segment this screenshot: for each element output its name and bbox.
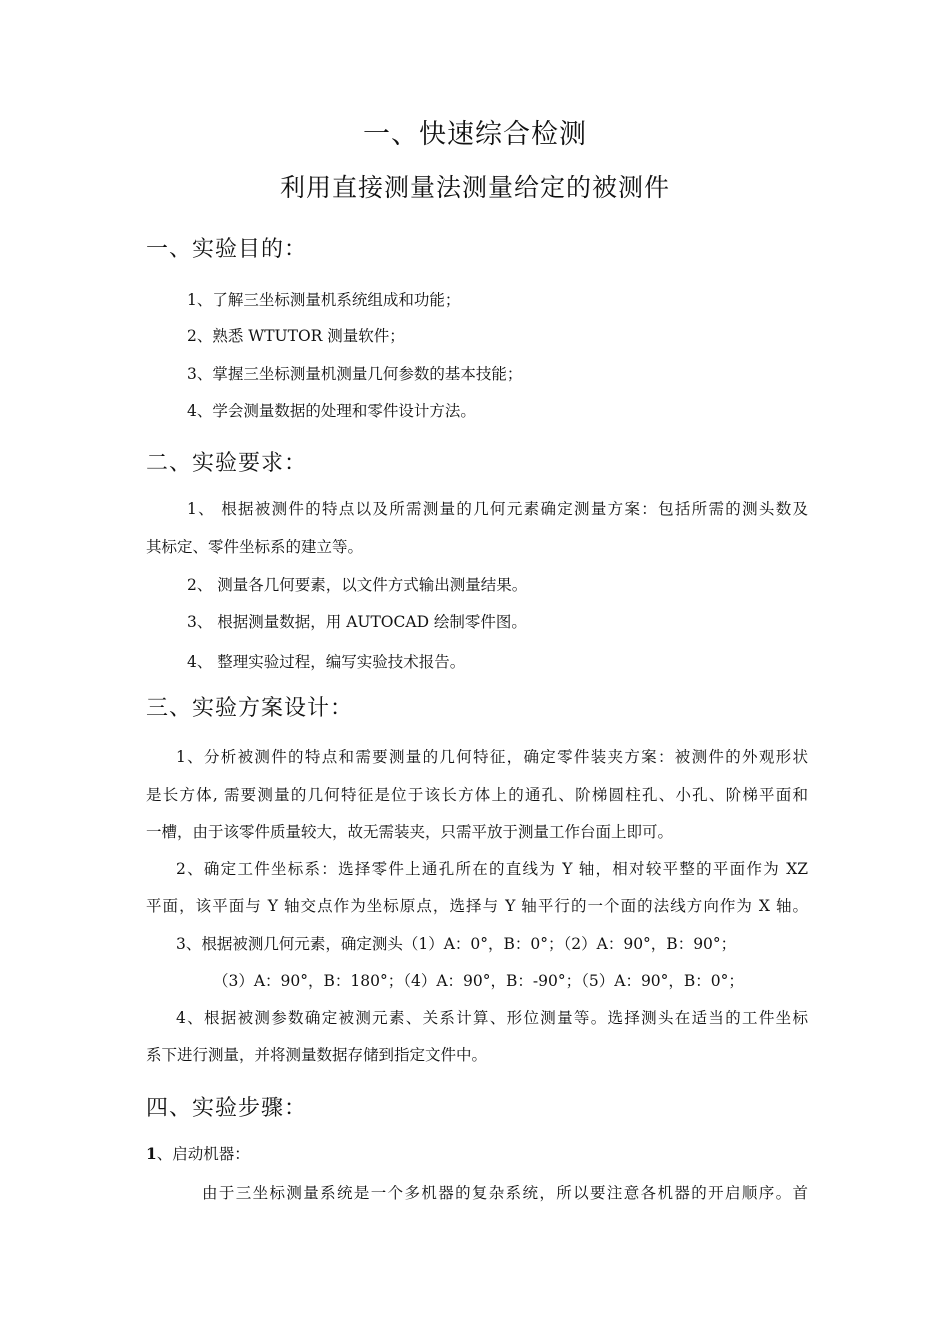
step-subheading — [146, 1142, 250, 1164]
purpose-item: 4、学会测量数据的处理和零件设计方法。 — [187, 402, 476, 420]
section-heading-design: 三、实验方案设计： — [146, 696, 354, 721]
design-paragraph-line: 系下进行测量，并将测量数据存储到指定文件中。 — [146, 1046, 488, 1064]
purpose-item: 3、掌握三坐标测量机测量几何参数的基本技能； — [187, 365, 523, 383]
steps-paragraph-line: 由于三坐标测量系统是一个多机器的复杂系统，所以要注意各机器的开启顺序。首 — [202, 1184, 808, 1202]
document-subtitle: 利用直接测量法测量给定的被测件 — [279, 173, 670, 202]
design-paragraph-line: 1、分析被测件的特点和需要测量的几何特征，确定零件装夹方案：被测件的外观形状 — [176, 748, 808, 766]
purpose-item: 2、熟悉 WTUTOR 测量软件； — [187, 327, 405, 345]
requirement-item: 4、 整理实验过程，编写实验技术报告。 — [187, 653, 466, 671]
design-paragraph-line: 2、确定工件坐标系：选择零件上通孔所在的直线为 Y 轴，相对较平整的平面作为 XZ — [176, 860, 808, 878]
document-title: 一、快速综合检测 — [363, 119, 587, 150]
design-paragraph-line: 平面，该平面与 Y 轴交点作为坐标原点，选择与 Y 轴平行的一个面的法线方向作为 X 轴。 — [146, 897, 808, 915]
requirement-item: 3、 根据测量数据，用 AUTOCAD 绘制零件图。 — [187, 613, 527, 631]
step-title: 、启动机器： — [156, 1145, 250, 1163]
section-heading-purpose: 一、实验目的： — [146, 237, 308, 262]
design-paragraph-line: （3）A：90°，B：180°；（4）A：90°，B：-90°；（5）A：90°，B：0°； — [213, 972, 744, 990]
requirement-item-line: 1、 根据被测件的特点以及所需测量的几何元素确定测量方案：包括所需的测头数及 — [187, 500, 808, 518]
step-number: 1 — [146, 1144, 157, 1163]
design-paragraph-line: 4、根据被测参数确定被测元素、关系计算、形位测量等。选择测头在适当的工件坐标 — [176, 1009, 808, 1027]
design-paragraph-line: 一槽，由于该零件质量较大，故无需装夹，只需平放于测量工作台面上即可。 — [146, 823, 674, 841]
design-paragraph-line: 是长方体, 需要测量的几何特征是位于该长方体上的通孔、阶梯圆柱孔、小孔、阶梯平面和 — [146, 786, 808, 804]
purpose-item: 1、了解三坐标测量机系统组成和功能； — [187, 291, 461, 309]
requirement-item-line: 其标定、零件坐标系的建立等。 — [146, 538, 364, 556]
section-heading-requirements: 二、实验要求： — [146, 451, 308, 476]
section-heading-steps: 四、实验步骤： — [146, 1096, 308, 1121]
requirement-item: 2、 测量各几何要素，以文件方式输出测量结果。 — [187, 576, 528, 594]
design-paragraph-line: 3、根据被测几何元素，确定测头（1）A：0°，B：0°；（2）A：90°，B：90°； — [176, 935, 737, 953]
